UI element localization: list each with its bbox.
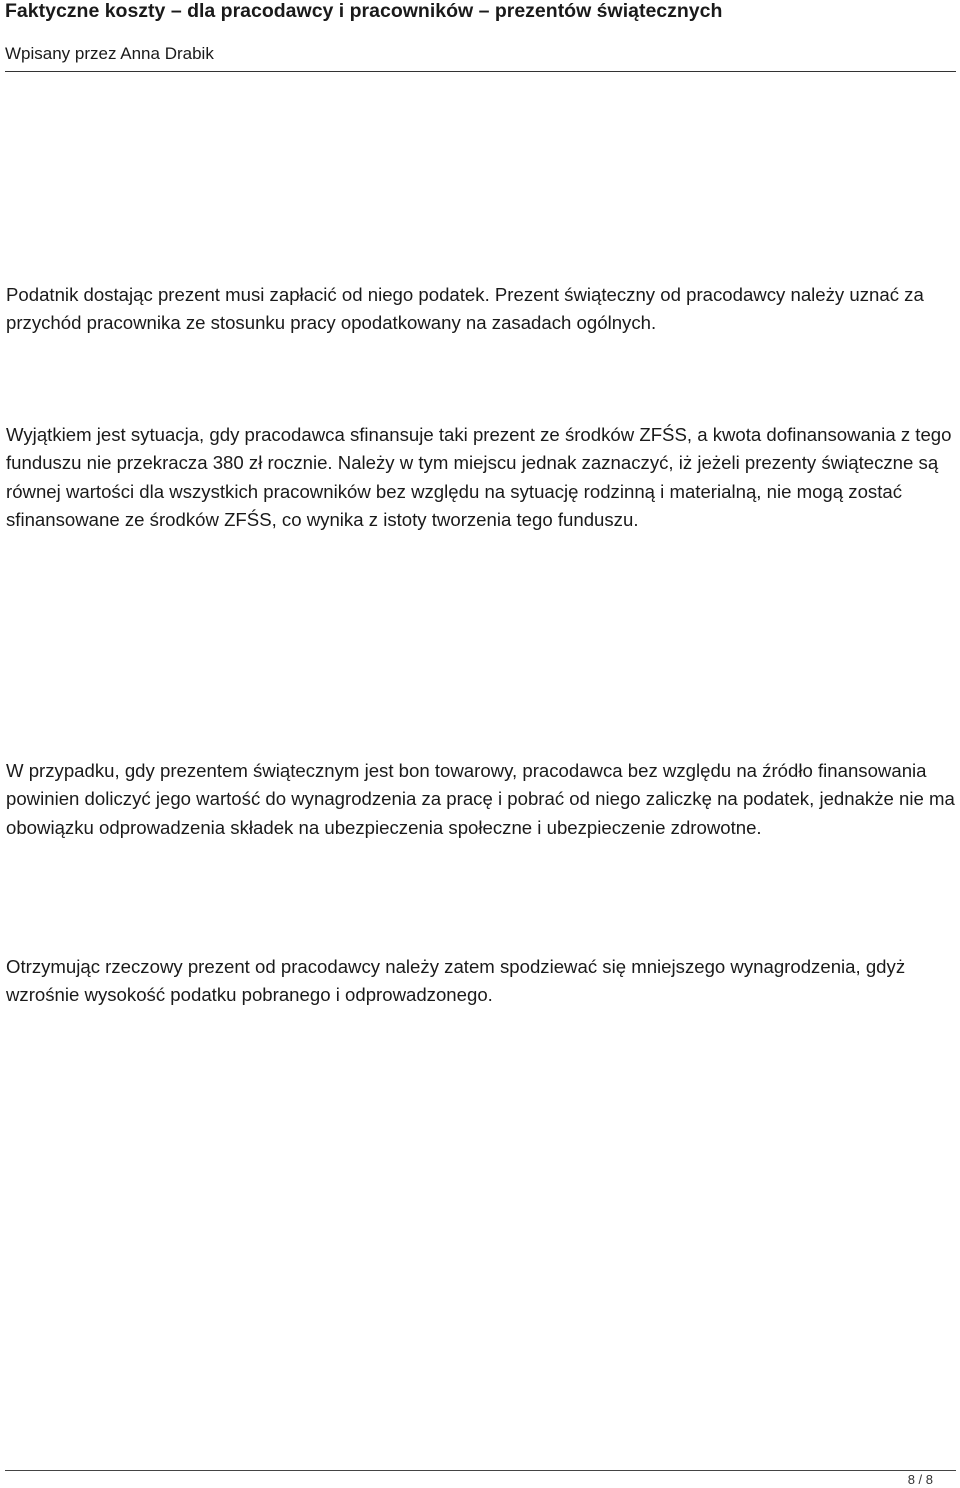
- author-line: Wpisany przez Anna Drabik: [5, 44, 214, 63]
- footer-divider: [5, 1470, 956, 1471]
- header-divider: [5, 71, 956, 72]
- paragraph-4: Otrzymując rzeczowy prezent od pracodawcy należy zatem spodziewać się mniejszego wynagrodzenia, gdyż wzrośnie wysokość podatku pobranego i odprowadzonego.: [6, 956, 906, 1006]
- paragraph-1: Podatnik dostając prezent musi zapłacić od niego podatek. Prezent świąteczny od pracodawcy należy uznać za przychód pracownika ze stosunku pracy opodatkowany na zasadach ogólnych.: [6, 284, 924, 334]
- paragraph-2: Wyjątkiem jest sytuacja, gdy pracodawca sfinansuje taki prezent ze środków ZFŚS, a kwota dofinansowania z tego funduszu nie przekracza 380 zł rocznie. Należy w tym miejscu jednak zaznaczyć, iż jeżeli prezenty świąteczne są równej wartości dla wszystkich pracowników bez względu na sytuację rodzinną i materialną, nie mogą zostać sfinansowane ze środków ZFŚS, co wynika z istoty tworzenia tego funduszu.: [6, 424, 952, 530]
- document-title: Faktyczne koszty – dla pracodawcy i pracowników – prezentów świątecznych: [5, 0, 723, 22]
- page-number: 8 / 8: [907, 1472, 933, 1487]
- paragraph-3: W przypadku, gdy prezentem świątecznym jest bon towarowy, pracodawca bez względu na źródło finansowania powinien doliczyć jego wartość do wynagrodzenia za pracę i pobrać od niego zaliczkę na podatek, jednakże nie ma obowiązku odprowadzenia składek na ubezpieczenia społeczne i ubezpieczenie zdrowotne.: [6, 760, 955, 838]
